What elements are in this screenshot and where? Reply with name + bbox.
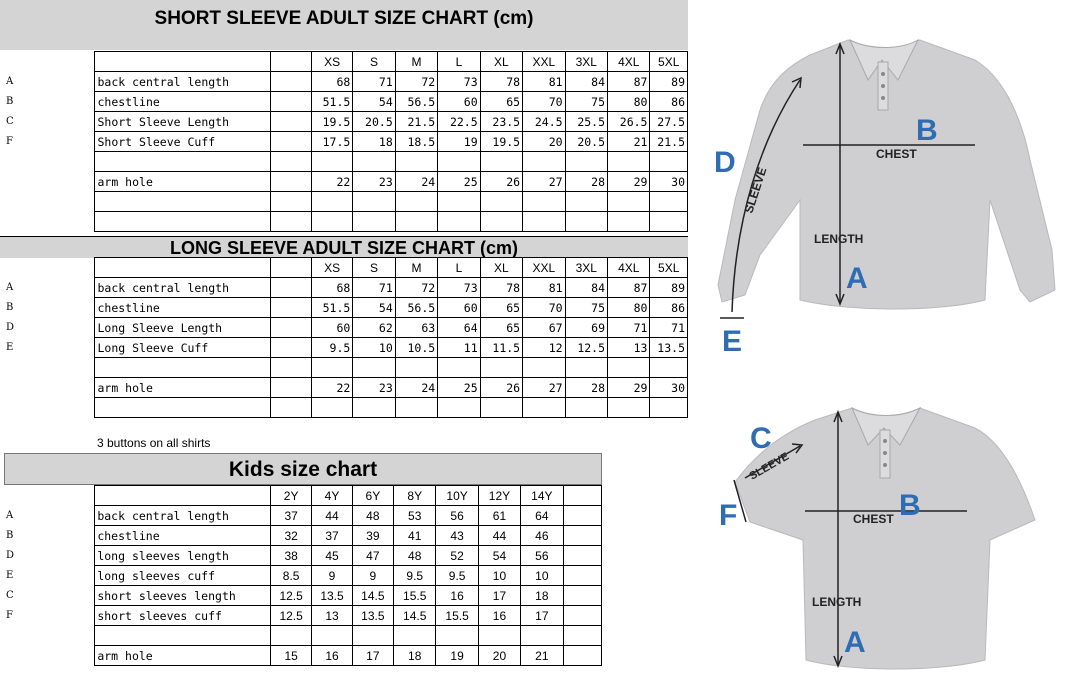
size-header: XS	[311, 52, 352, 72]
value-cell: 75	[565, 92, 607, 112]
buttons-note: 3 buttons on all shirts	[97, 436, 211, 450]
value-cell: 16	[478, 606, 520, 626]
size-header: XL	[480, 52, 522, 72]
long-label-B: B	[916, 114, 938, 147]
row-label: arm hole	[95, 378, 271, 398]
value-cell: 87	[608, 72, 650, 92]
value-cell: 16	[436, 586, 478, 606]
value-cell: 56.5	[395, 92, 437, 112]
value-cell: 10	[353, 338, 395, 358]
value-cell: 60	[311, 318, 352, 338]
value-cell: 11	[438, 338, 480, 358]
value-cell: 41	[394, 526, 436, 546]
value-cell: 22.5	[438, 112, 480, 132]
size-header: 8Y	[394, 486, 436, 506]
value-cell: 45	[312, 546, 352, 566]
value-cell: 56	[521, 546, 563, 566]
value-cell: 24	[395, 378, 437, 398]
value-cell: 9	[312, 566, 352, 586]
value-cell: 71	[353, 278, 395, 298]
value-cell: 75	[565, 298, 607, 318]
size-header: XL	[480, 258, 522, 278]
value-cell: 19.5	[311, 112, 352, 132]
long-sleeve-shirt-diagram	[714, 40, 1055, 358]
value-cell: 86	[650, 298, 688, 318]
size-header: S	[353, 258, 395, 278]
value-cell: 23.5	[480, 112, 522, 132]
long-chest-text: CHEST	[876, 147, 917, 161]
value-cell: 51.5	[311, 298, 352, 318]
value-cell: 10	[521, 566, 563, 586]
value-cell: 25.5	[565, 112, 607, 132]
long-button-1	[881, 72, 885, 76]
row-label: back central length	[95, 506, 271, 526]
short-button-3	[883, 463, 887, 467]
row-letter: C	[4, 586, 95, 606]
value-cell: 25	[438, 172, 480, 192]
value-cell: 19	[436, 646, 478, 666]
value-cell: 87	[608, 278, 650, 298]
size-header: M	[395, 52, 437, 72]
size-header: XXL	[523, 258, 565, 278]
short-button-1	[883, 439, 887, 443]
size-header: 14Y	[521, 486, 563, 506]
value-cell: 84	[565, 72, 607, 92]
value-cell: 18.5	[395, 132, 437, 152]
value-cell: 13	[312, 606, 352, 626]
value-cell: 18	[353, 132, 395, 152]
value-cell: 18	[521, 586, 563, 606]
value-cell: 54	[353, 298, 395, 318]
value-cell: 23	[353, 378, 395, 398]
value-cell: 15	[270, 646, 311, 666]
row-letter: C	[4, 112, 95, 132]
row-label: chestline	[95, 298, 271, 318]
value-cell: 23	[353, 172, 395, 192]
value-cell: 86	[650, 92, 688, 112]
size-header: 3XL	[565, 258, 607, 278]
value-cell: 37	[312, 526, 352, 546]
size-header: 4XL	[608, 258, 650, 278]
kids-title: Kids size chart	[228, 458, 378, 481]
value-cell: 22	[311, 172, 352, 192]
value-cell: 51.5	[311, 92, 352, 112]
size-header: S	[353, 52, 395, 72]
row-letter: A	[4, 506, 95, 526]
size-header: L	[438, 258, 480, 278]
size-header: 2Y	[270, 486, 311, 506]
size-header: 4XL	[608, 52, 650, 72]
long-length-text: LENGTH	[814, 232, 864, 246]
value-cell: 9.5	[311, 338, 352, 358]
short-sleeve-text: SLEEVE	[747, 450, 792, 483]
value-cell: 27.5	[650, 112, 688, 132]
value-cell: 15.5	[436, 606, 478, 626]
row-label: Short Sleeve Cuff	[95, 132, 271, 152]
row-label: short sleeves length	[95, 586, 271, 606]
value-cell: 65	[480, 318, 522, 338]
row-label: arm hole	[95, 646, 271, 666]
value-cell: 64	[521, 506, 563, 526]
value-cell: 21.5	[395, 112, 437, 132]
value-cell: 39	[352, 526, 393, 546]
row-letter: B	[4, 298, 95, 318]
value-cell: 20.5	[353, 112, 395, 132]
value-cell: 13.5	[312, 586, 352, 606]
value-cell: 21	[521, 646, 563, 666]
value-cell: 54	[478, 546, 520, 566]
value-cell: 53	[394, 506, 436, 526]
value-cell: 71	[608, 318, 650, 338]
short-length-text: LENGTH	[812, 595, 862, 609]
row-label: short sleeves cuff	[95, 606, 271, 626]
value-cell: 9.5	[394, 566, 436, 586]
row-label: Short Sleeve Length	[95, 112, 271, 132]
value-cell: 81	[523, 72, 565, 92]
size-header: 6Y	[352, 486, 393, 506]
value-cell: 80	[608, 92, 650, 112]
value-cell: 84	[565, 278, 607, 298]
value-cell: 26	[480, 378, 522, 398]
value-cell: 60	[438, 92, 480, 112]
size-header: M	[395, 258, 437, 278]
value-cell: 13	[608, 338, 650, 358]
size-header: 3XL	[565, 52, 607, 72]
value-cell: 61	[478, 506, 520, 526]
value-cell: 52	[436, 546, 478, 566]
value-cell: 48	[394, 546, 436, 566]
value-cell: 13.5	[650, 338, 688, 358]
value-cell: 27	[523, 378, 565, 398]
value-cell: 29	[608, 378, 650, 398]
value-cell: 62	[353, 318, 395, 338]
value-cell: 71	[353, 72, 395, 92]
value-cell: 89	[650, 72, 688, 92]
size-header: 5XL	[650, 258, 688, 278]
size-header: XS	[311, 258, 352, 278]
row-letter: E	[4, 566, 95, 586]
value-cell: 21	[608, 132, 650, 152]
value-cell: 30	[650, 378, 688, 398]
value-cell: 72	[395, 72, 437, 92]
value-cell: 63	[395, 318, 437, 338]
value-cell: 17	[352, 646, 393, 666]
short-label-A: A	[844, 626, 866, 659]
value-cell: 32	[270, 526, 311, 546]
value-cell: 80	[608, 298, 650, 318]
value-cell: 68	[311, 72, 352, 92]
value-cell: 47	[352, 546, 393, 566]
row-label: chestline	[95, 526, 271, 546]
value-cell: 68	[311, 278, 352, 298]
long-label-D: D	[714, 146, 736, 179]
short-sleeve-shirt-diagram	[719, 408, 1035, 669]
row-letter: D	[4, 546, 95, 566]
row-label: arm hole	[95, 172, 271, 192]
value-cell: 12.5	[270, 606, 311, 626]
row-label: long sleeves length	[95, 546, 271, 566]
size-header: XXL	[523, 52, 565, 72]
value-cell: 13.5	[352, 606, 393, 626]
short-label-C: C	[750, 422, 772, 455]
value-cell: 17	[478, 586, 520, 606]
value-cell: 28	[565, 378, 607, 398]
row-letter: F	[4, 132, 95, 152]
value-cell: 69	[565, 318, 607, 338]
value-cell: 44	[478, 526, 520, 546]
size-header: L	[438, 52, 480, 72]
value-cell: 29	[608, 172, 650, 192]
value-cell: 15.5	[394, 586, 436, 606]
row-label: back central length	[95, 72, 271, 92]
value-cell: 70	[523, 92, 565, 112]
size-header: 12Y	[478, 486, 520, 506]
row-letter: D	[4, 318, 95, 338]
value-cell: 54	[353, 92, 395, 112]
value-cell: 70	[523, 298, 565, 318]
value-cell: 43	[436, 526, 478, 546]
value-cell: 78	[480, 278, 522, 298]
value-cell: 56	[436, 506, 478, 526]
value-cell: 27	[523, 172, 565, 192]
value-cell: 12.5	[270, 586, 311, 606]
value-cell: 12.5	[565, 338, 607, 358]
short-chest-text: CHEST	[853, 512, 894, 526]
value-cell: 30	[650, 172, 688, 192]
value-cell: 22	[311, 378, 352, 398]
row-letter: A	[4, 72, 95, 92]
value-cell: 28	[565, 172, 607, 192]
value-cell: 9.5	[436, 566, 478, 586]
long-sleeve-title: LONG SLEEVE ADULT SIZE CHART (cm)	[169, 238, 518, 258]
row-label: chestline	[95, 92, 271, 112]
short-sleeve-title: SHORT SLEEVE ADULT SIZE CHART (cm)	[154, 8, 534, 29]
value-cell: 25	[438, 378, 480, 398]
long-label-A: A	[846, 262, 868, 295]
row-letter: A	[4, 278, 95, 298]
long-label-E: E	[722, 325, 743, 358]
row-label: Long Sleeve Cuff	[95, 338, 271, 358]
value-cell: 73	[438, 278, 480, 298]
value-cell: 64	[438, 318, 480, 338]
value-cell: 20	[478, 646, 520, 666]
value-cell: 16	[312, 646, 352, 666]
row-label: long sleeves cuff	[95, 566, 271, 586]
value-cell: 37	[270, 506, 311, 526]
size-header: 4Y	[312, 486, 352, 506]
value-cell: 48	[352, 506, 393, 526]
row-letter: B	[4, 526, 95, 546]
value-cell: 44	[312, 506, 352, 526]
value-cell: 24	[395, 172, 437, 192]
value-cell: 11.5	[480, 338, 522, 358]
value-cell: 78	[480, 72, 522, 92]
value-cell: 24.5	[523, 112, 565, 132]
row-label: Long Sleeve Length	[95, 318, 271, 338]
value-cell: 10.5	[395, 338, 437, 358]
value-cell: 56.5	[395, 298, 437, 318]
value-cell: 12	[523, 338, 565, 358]
value-cell: 8.5	[270, 566, 311, 586]
short-label-B: B	[899, 489, 921, 522]
value-cell: 19	[438, 132, 480, 152]
value-cell: 71	[650, 318, 688, 338]
value-cell: 38	[270, 546, 311, 566]
long-button-3	[881, 96, 885, 100]
value-cell: 21.5	[650, 132, 688, 152]
value-cell: 14.5	[352, 586, 393, 606]
size-header: 5XL	[650, 52, 688, 72]
value-cell: 9	[352, 566, 393, 586]
value-cell: 81	[523, 278, 565, 298]
value-cell: 14.5	[394, 606, 436, 626]
row-label: back central length	[95, 278, 271, 298]
long-button-2	[881, 84, 885, 88]
row-letter: B	[4, 92, 95, 112]
size-header: 10Y	[436, 486, 478, 506]
value-cell: 26.5	[608, 112, 650, 132]
value-cell: 17.5	[311, 132, 352, 152]
value-cell: 26	[480, 172, 522, 192]
value-cell: 19.5	[480, 132, 522, 152]
value-cell: 10	[478, 566, 520, 586]
value-cell: 46	[521, 526, 563, 546]
value-cell: 89	[650, 278, 688, 298]
value-cell: 18	[394, 646, 436, 666]
value-cell: 65	[480, 92, 522, 112]
value-cell: 67	[523, 318, 565, 338]
short-button-2	[883, 451, 887, 455]
value-cell: 17	[521, 606, 563, 626]
row-letter: F	[4, 606, 95, 626]
value-cell: 65	[480, 298, 522, 318]
value-cell: 73	[438, 72, 480, 92]
short-label-F: F	[719, 499, 738, 532]
value-cell: 72	[395, 278, 437, 298]
value-cell: 60	[438, 298, 480, 318]
value-cell: 20	[523, 132, 565, 152]
value-cell: 20.5	[565, 132, 607, 152]
row-letter: E	[4, 338, 95, 358]
long-sleeve-text: SLEEVE	[741, 165, 770, 215]
